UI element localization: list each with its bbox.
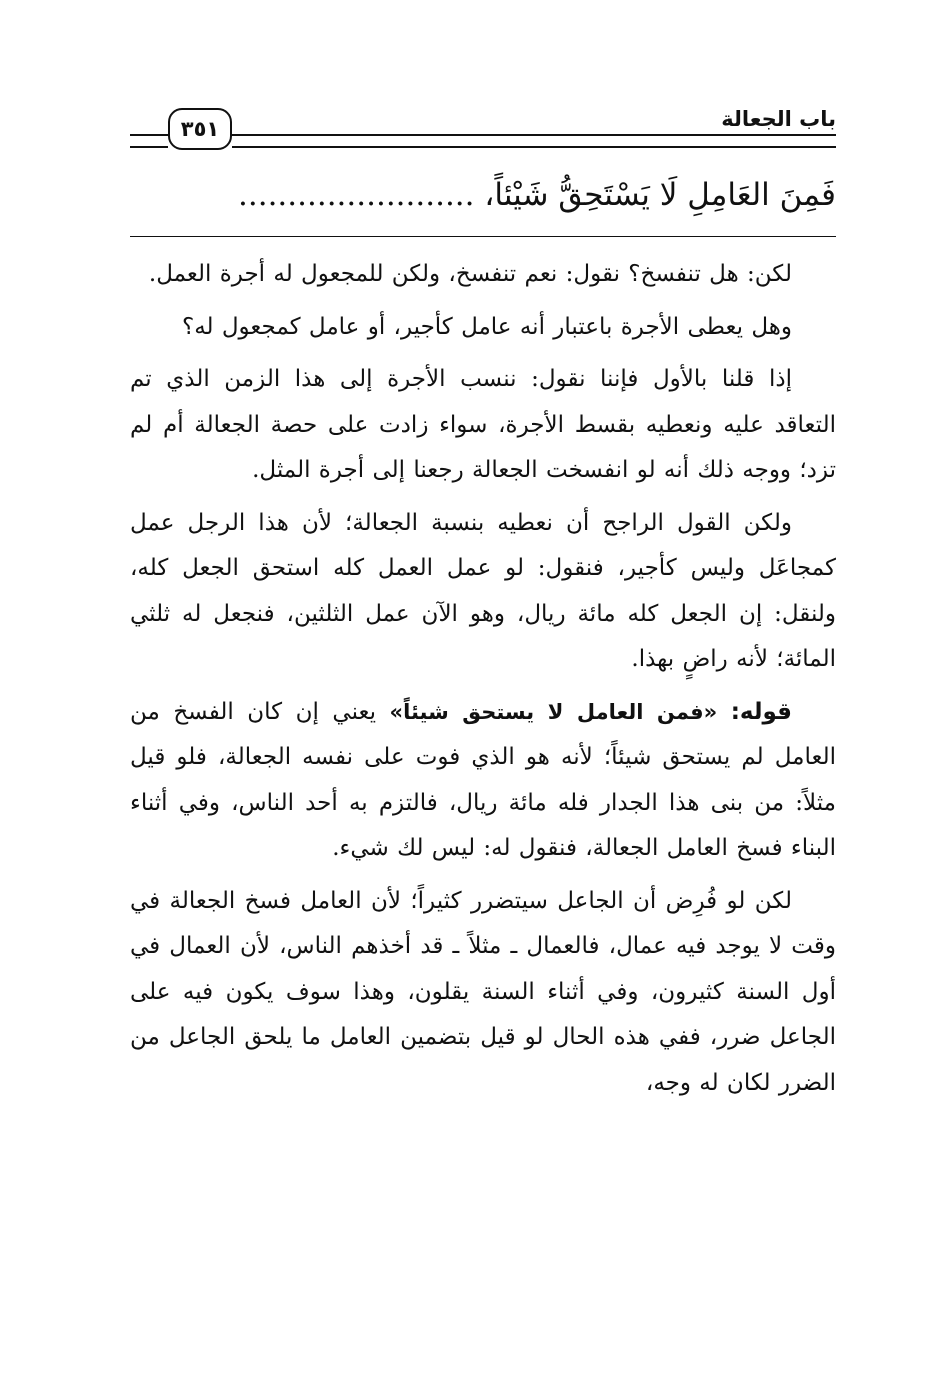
- commentary-paragraph: [130, 357, 836, 494]
- commentary-paragraph: [130, 252, 836, 298]
- chapter-title: باب الجعالة: [721, 107, 836, 131]
- header-rule-right: [232, 134, 836, 148]
- paragraph-text: لكن: هل تنفسخ؟ نقول: نعم تنفسخ، ولكن للمجعول له أجرة العمل.: [148, 261, 792, 287]
- matn-text: فَمِنَ العَامِلِ لَا يَسْتَحِقُّ شَيْئاً،: [484, 177, 836, 213]
- page-header: [130, 100, 836, 156]
- paragraph-text: يعني إن كان الفسخ من العامل لم يستحق شيئاً؛ لأنه هو الذي فوت على نفسه الجعالة، فلو قيل مثلاً: من بنى هذا الجدار فله مائة ريال، فالتزم به أحد الناس، وفي أثناء البناء فسخ العامل الجعالة، فنقول له: ليس لك شيء.: [130, 698, 836, 861]
- commentary-paragraph: [130, 879, 836, 1107]
- matn-text-line: [130, 168, 836, 222]
- commentary-body: [130, 252, 836, 1106]
- commentary-paragraph: [130, 501, 836, 683]
- paragraph-text: إذا قلنا بالأول فإننا نقول: ننسب الأجرة إلى هذا الزمن الذي تم التعاقد عليه ونعطيه بقسط الأجرة، سواء زادت على حصة الجعالة أم لم تزد؛ ووجه ذلك أنه لو انفسخت الجعالة رجعنا إلى أجرة المثل.: [130, 366, 836, 483]
- matn-commentary-separator: [130, 236, 836, 237]
- paragraph-text: لكن لو فُرِض أن الجاعل سيتضرر كثيراً؛ لأن العامل فسخ الجعالة في وقت لا يوجد فيه عمال، فالعمال ـ مثلاً ـ قد أخذهم الناس، لأن العمال في أول السنة كثيرون، وفي أثناء السنة يقلون، وهذا سوف يكون فيه على الجاعل ضرر، ففي هذه الحال لو قيل بتضمين العامل ما يلحق الجاعل من الضرر لكان له وجه،: [130, 887, 836, 1096]
- paragraph-text: وهل يعطى الأجرة باعتبار أنه عامل كأجير، أو عامل كمجعول له؟: [181, 313, 792, 340]
- commentary-paragraph: [130, 305, 836, 351]
- quote-lead: قوله:: [730, 698, 792, 725]
- matn-dots: ........................: [238, 177, 475, 213]
- quoted-matn: «فمن العامل لا يستحق شيئاً»: [389, 699, 718, 724]
- commentary-paragraph: [130, 690, 836, 872]
- paragraph-text: ولكن القول الراجح أن نعطيه بنسبة الجعالة؛ لأن هذا الرجل عمل كمجاعَل وليس كأجير، فنقول: لو عمل العمل كله استحق الجعل كله، ولنقل: إن الجعل كله مائة ريال، وهو الآن عمل الثلثين، فنجعل له ثلثي المائة؛ لأنه راضٍ بهذا.: [130, 509, 836, 672]
- header-rule-left: [130, 134, 168, 148]
- book-page: [130, 0, 836, 1394]
- page-number-badge: ٣٥١: [168, 108, 232, 150]
